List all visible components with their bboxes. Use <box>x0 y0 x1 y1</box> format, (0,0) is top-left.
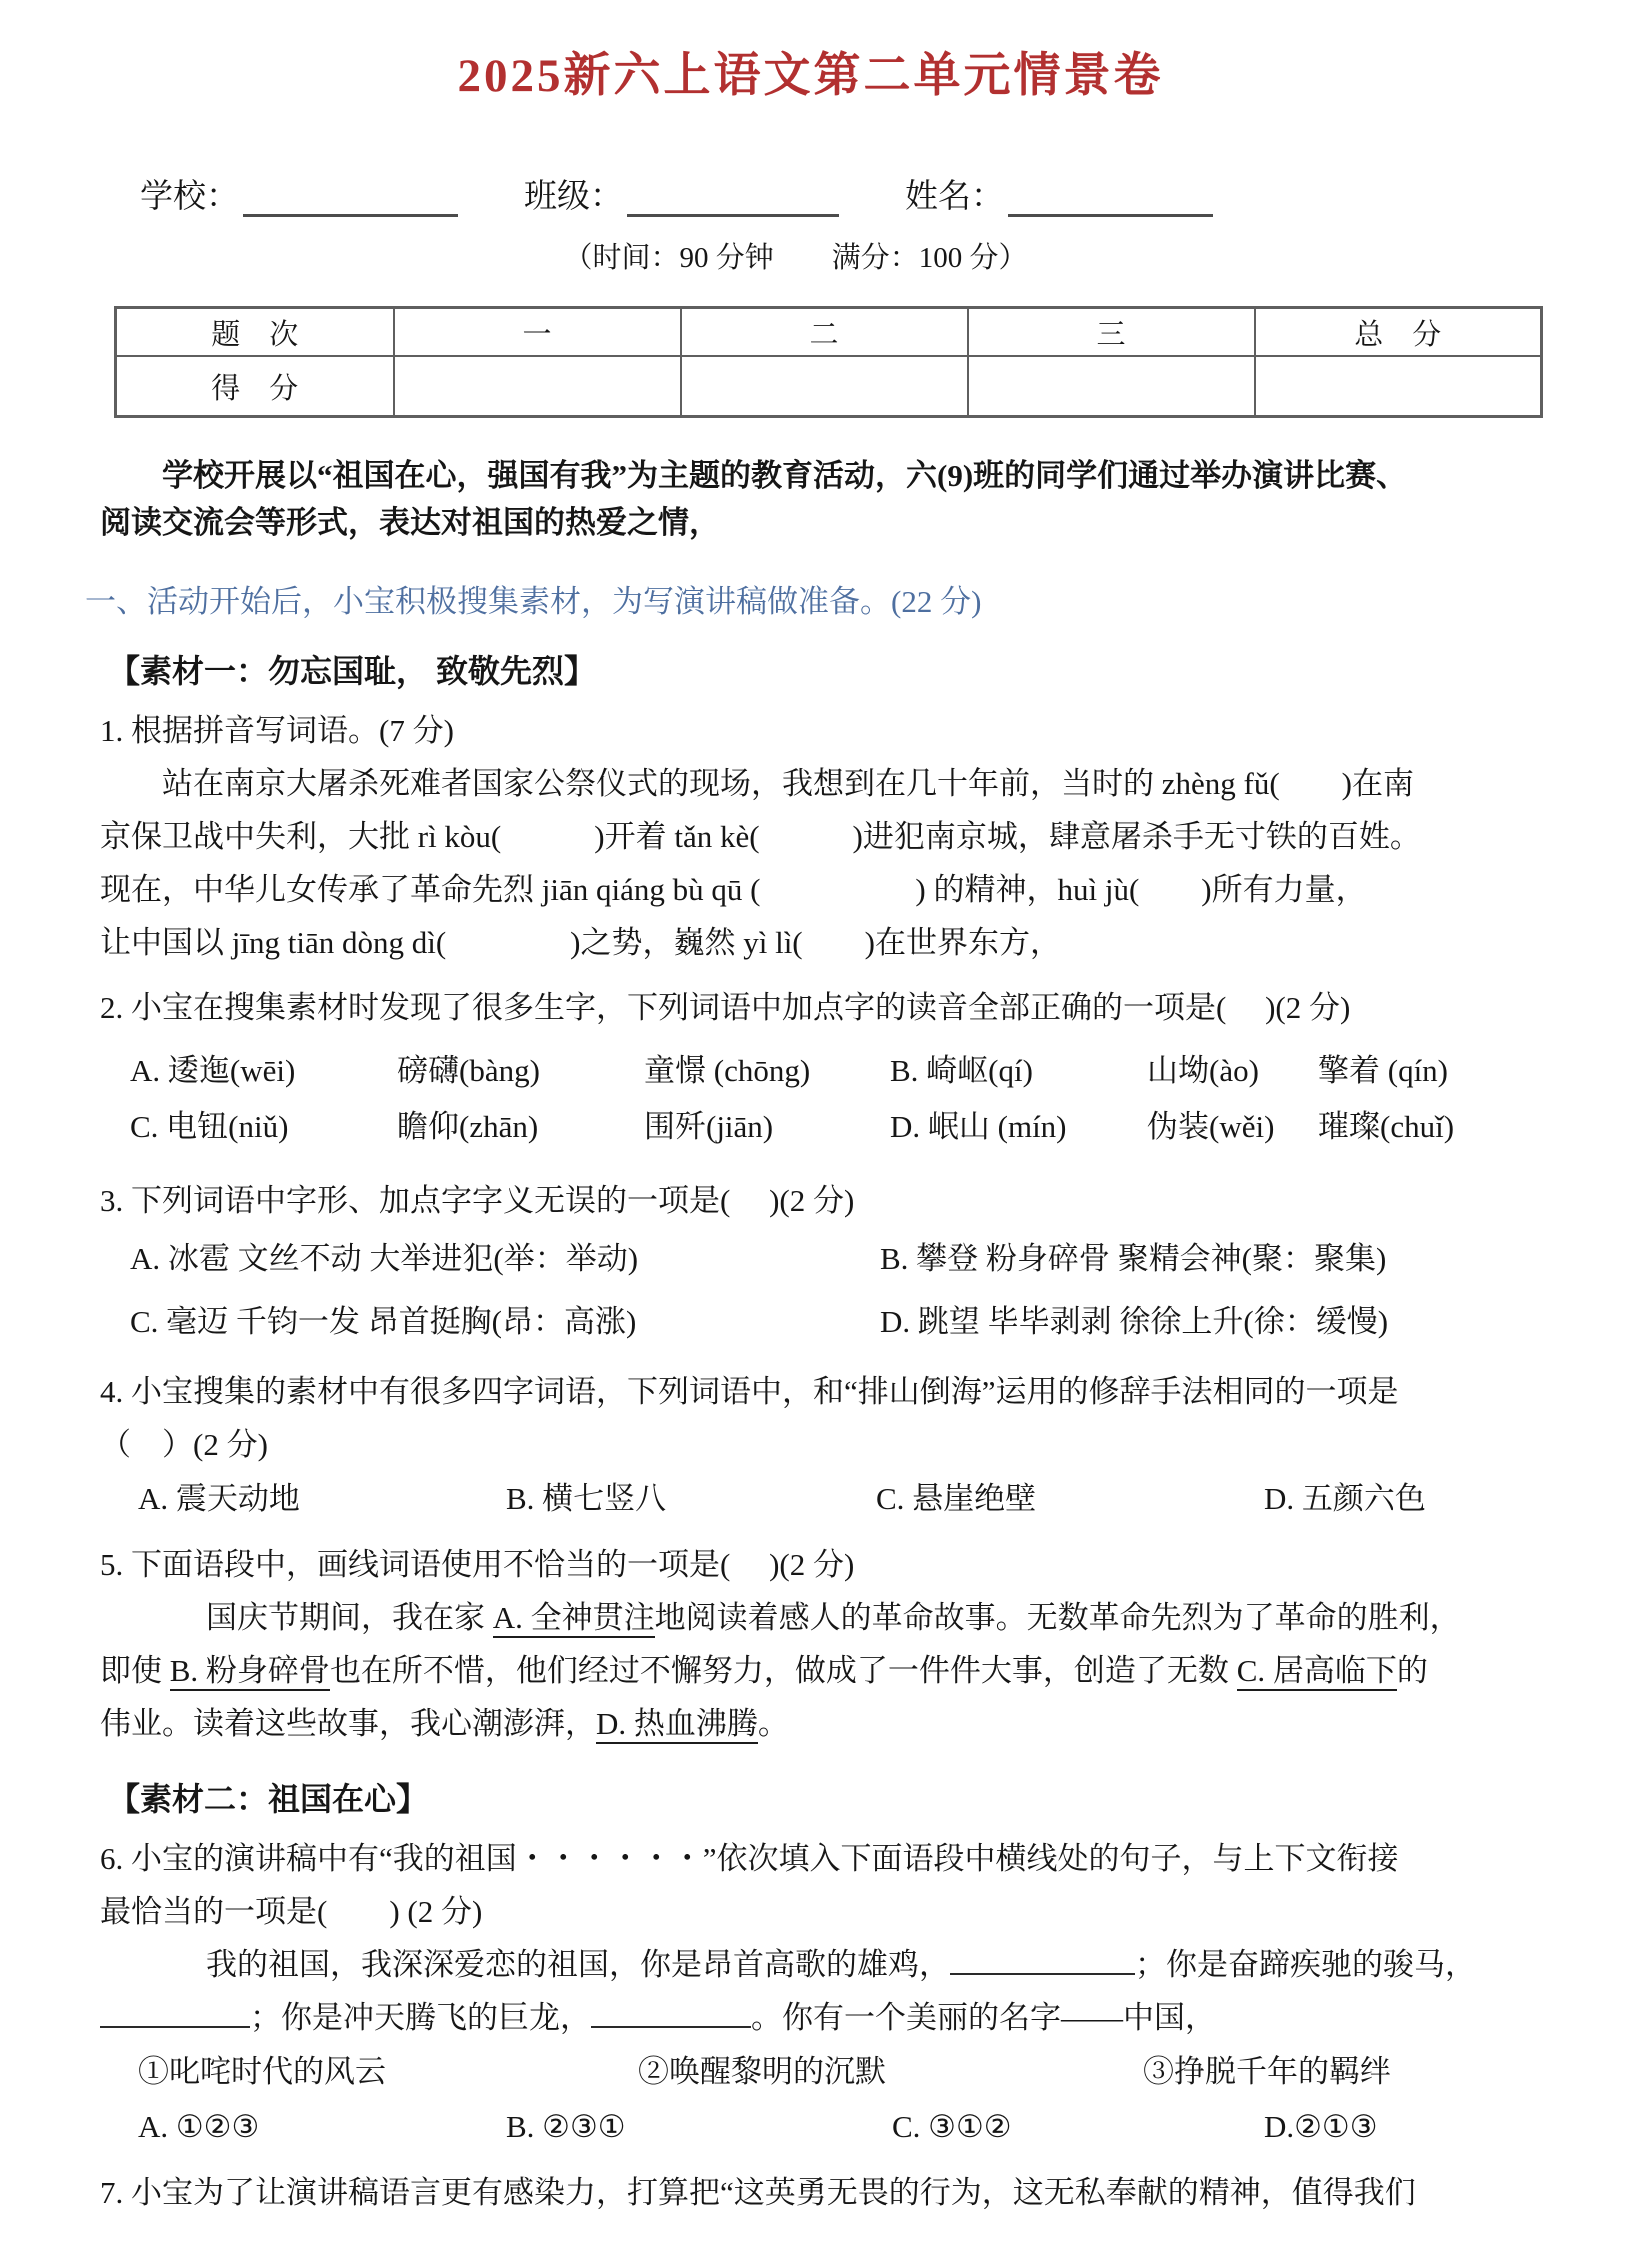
question-3-stem: 3. 下列词语中字形、加点字字义无误的一项是( )(2 分) <box>100 1183 855 1218</box>
option-d: D. 五颜六色 <box>1264 1481 1426 1516</box>
score-input-cell[interactable] <box>394 356 681 417</box>
item-2: ②唤醒黎明的沉默 <box>638 2054 886 2089</box>
text-part: 伟业。读着这些故事，我心潮澎湃， <box>100 1706 596 1741</box>
text-part: 也在所不惜，他们经过不懈努力，做成了一件件大事，创造了无数 <box>329 1653 1237 1688</box>
question-1-text-line: 京保卫战中失利，大批 rì kòu( )开着 tǎn kè( )进犯南京城，肆意屠杀手无寸铁的百姓。 <box>100 819 1421 854</box>
text-part: (wēi) <box>229 1053 296 1088</box>
name-field <box>905 170 1213 217</box>
option-d <box>880 1290 1581 1353</box>
option-c <box>130 1102 397 1152</box>
class-blank-line[interactable] <box>627 204 839 217</box>
score-input-cell[interactable] <box>1255 356 1542 417</box>
score-table-header-cell: 三 <box>968 308 1255 357</box>
score-table-header-cell: 一 <box>394 308 681 357</box>
question-2-options-row-2 <box>100 1102 1581 1152</box>
question-5-text-line <box>100 1591 1581 1644</box>
score-table-header-cell: 总 分 <box>1255 308 1542 357</box>
question-4-options-row <box>100 1471 1581 1526</box>
dotted-char: 歼 · <box>675 1109 706 1144</box>
question-6-text-line <box>100 1991 1581 2044</box>
score-table-header-cell: 题 次 <box>116 308 394 357</box>
blank-line[interactable] <box>100 2018 250 2028</box>
text-part: 童憬 (chōng) <box>644 1053 811 1088</box>
score-table-header-cell: 二 <box>681 308 968 357</box>
dotted-char: 擎 · <box>1318 1053 1349 1088</box>
option-c <box>130 1290 880 1353</box>
question-6-stem-cont: 最恰当的一项是( ) (2 分) <box>100 1894 483 1929</box>
text-part: 进犯(举：举动) <box>431 1241 639 1276</box>
material-2-title: 【素材二：祖国在心】 <box>108 1781 429 1817</box>
text-part: ；你是冲天腾飞的巨龙， <box>250 2000 591 2035</box>
text-part: B. 攀登 粉身碎骨 <box>880 1241 1118 1276</box>
text-part: (ào) <box>1209 1053 1259 1088</box>
score-row-label: 得 分 <box>116 356 394 417</box>
intro-line-2: 阅读交流会等形式，表达对祖国的热爱之情， <box>100 505 720 540</box>
question-1-text-line: 让中国以 jīng tiān dòng dì( )之势，巍然 yì lì( )在世界东方， <box>100 925 1061 960</box>
option-word <box>397 1046 644 1096</box>
text-part: 山 <box>1147 1053 1178 1088</box>
text-part: D. 跳望 毕毕剥剥 <box>880 1304 1120 1339</box>
text-part: 。你有一个美丽的名字——中国， <box>751 2000 1216 2035</box>
class-label: 班级： <box>524 179 623 215</box>
text-part: 。 <box>757 1706 789 1741</box>
score-input-cell[interactable] <box>968 356 1255 417</box>
dotted-char: 昂 · <box>368 1304 399 1339</box>
option-b <box>890 1046 1147 1096</box>
text-part: 徐上升(徐：缓慢) <box>1150 1304 1389 1339</box>
text-part: C. 电钮(niǔ) <box>130 1109 289 1144</box>
question-7-stem: 7. 小宝为了让演讲稿语言更有感染力，打算把“这英勇无畏的行为，这无私奉献的精神，值得我们 <box>100 2175 1416 2210</box>
section-1-heading: 一、活动开始后，小宝积极搜集素材，为写演讲稿做准备。(22 分) <box>85 584 982 619</box>
option-word <box>1318 1102 1581 1152</box>
text-part: 璀璨(chuǐ) <box>1318 1109 1455 1144</box>
question-1-text-line: 现在，中华儿女传承了革命先烈 jiān qiáng bù qū ( ) 的精神，huì jù( )所有力量， <box>100 872 1367 907</box>
text-part: 的 <box>1396 1653 1428 1688</box>
blank-line[interactable] <box>950 1965 1135 1975</box>
text-part: D. 岷山 (mín) <box>890 1109 1067 1144</box>
option-word <box>644 1102 890 1152</box>
school-label: 学校： <box>140 179 239 215</box>
option-a: A. 震天动地 <box>138 1481 300 1516</box>
underlined-phrase: C. 居高临下 <box>1237 1653 1397 1691</box>
question-2-options-row-1 <box>100 1046 1581 1096</box>
underlined-phrase: D. 热血沸腾 <box>596 1706 758 1744</box>
question-4-stem-cont: （ ）(2 分) <box>100 1427 268 1462</box>
text-part: 国庆节期间，我在家 <box>206 1600 493 1635</box>
dotted-char: 聚 · <box>1118 1241 1149 1276</box>
option-d <box>890 1102 1147 1152</box>
question-5-stem: 5. 下面语段中，画线词语使用不恰当的一项是( )(2 分) <box>100 1547 855 1582</box>
text-part: 即使 <box>100 1653 170 1688</box>
question-6-options-row <box>100 2099 1581 2154</box>
option-word <box>1147 1102 1318 1152</box>
school-blank-line[interactable] <box>243 204 458 217</box>
text-part: B. 崎岖(qí) <box>890 1053 1033 1088</box>
class-field <box>524 170 839 217</box>
option-b: B. 横七竖八 <box>506 1481 667 1516</box>
dotted-char: 坳 · <box>1178 1053 1209 1088</box>
option-c: C. ③①② <box>892 2109 1012 2144</box>
text-part: 伪装(wěi) <box>1147 1109 1275 1144</box>
item-1: ①叱咤时代的风云 <box>138 2054 386 2089</box>
text-part: 精会神(聚：聚集) <box>1148 1241 1387 1276</box>
dotted-char: 举 · <box>400 1241 431 1276</box>
option-a <box>130 1046 397 1096</box>
option-word <box>1147 1046 1318 1096</box>
text-part: 围 <box>644 1109 675 1144</box>
option-word <box>644 1046 890 1096</box>
material-1-title: 【素材一：勿忘国耻， 致敬先烈】 <box>108 653 597 689</box>
question-1-text-line: 站在南京大屠杀死难者国家公祭仪式的现场，我想到在几十年前，当时的 zhèng fǔ( )在南 <box>162 766 1414 801</box>
score-table-header-row <box>116 308 1542 357</box>
exam-meta: （时间：90 分钟 满分：100 分） <box>563 242 1028 274</box>
question-5-text-line <box>100 1697 1581 1750</box>
option-b: B. ②③① <box>506 2109 626 2144</box>
option-d: D.②①③ <box>1264 2109 1378 2144</box>
option-word <box>397 1102 644 1152</box>
option-a <box>130 1227 880 1290</box>
option-c: C. 悬崖绝壁 <box>876 1481 1037 1516</box>
name-blank-line[interactable] <box>1008 204 1213 217</box>
blank-line[interactable] <box>591 2018 751 2028</box>
text-part: A. 冰雹 文丝不动 大 <box>130 1241 401 1276</box>
underlined-phrase: A. 全神贯注 <box>493 1600 655 1638</box>
page-title: 2025新六上语文第二单元情景卷 <box>457 50 1164 102</box>
text-part: 首挺胸(昂：高涨) <box>398 1304 637 1339</box>
underlined-phrase: B. 粉身碎骨 <box>170 1653 330 1691</box>
question-6-items-row <box>100 2044 1581 2099</box>
text-part: 着 (qín) <box>1349 1053 1449 1088</box>
dotted-char: 徐 · <box>1119 1304 1150 1339</box>
school-field <box>140 170 458 217</box>
text-part: A. 逶 <box>130 1053 199 1088</box>
question-3-options-row-1 <box>100 1227 1581 1290</box>
text-part: 瞻仰(zhān) <box>397 1109 539 1144</box>
text-part: ；你是奋蹄疾驰的骏马， <box>1135 1947 1476 1982</box>
dotted-char: 迤 · <box>199 1053 230 1088</box>
score-row <box>116 356 1542 417</box>
question-6-text-line <box>100 1938 1581 1991</box>
option-a: A. ①②③ <box>138 2109 260 2144</box>
intro-line-1: 学校开展以“祖国在心，强国有我”为主题的教育活动，六(9)班的同学们通过举办演讲比赛、 <box>162 458 1408 493</box>
score-input-cell[interactable] <box>681 356 968 417</box>
question-4-stem: 4. 小宝搜集的素材中有很多四字词语，下列词语中，和“排山倒海”运用的修辞手法相同的一项是 <box>100 1374 1399 1409</box>
student-info-row <box>140 170 1581 217</box>
name-label: 姓名： <box>905 179 1004 215</box>
question-2-stem: 2. 小宝在搜集素材时发现了很多生字，下列词语中加点字的读音全部正确的一项是( )(2 分) <box>100 990 1351 1025</box>
text-part: 我的祖国，我深深爱恋的祖国，你是昂首高歌的雄鸡， <box>206 1947 950 1982</box>
question-3-options-row-2 <box>100 1290 1581 1353</box>
score-table <box>114 306 1543 418</box>
text-part: 地阅读着感人的革命故事。无数革命先烈为了革命的胜利， <box>654 1600 1461 1635</box>
text-part: 磅礴(bàng) <box>397 1053 540 1088</box>
question-5-text-line <box>100 1644 1581 1697</box>
text-part: (jiān) <box>706 1109 774 1144</box>
option-word <box>1318 1046 1581 1096</box>
question-1-stem: 1. 根据拼音写词语。(7 分) <box>100 713 454 748</box>
text-part: C. 毫迈 千钧一发 <box>130 1304 368 1339</box>
item-3: ③挣脱千年的羁绊 <box>1143 2054 1391 2089</box>
question-6-stem: 6. 小宝的演讲稿中有“我的祖国・・・・・・”依次填入下面语段中横线处的句子，与上下文衔接 <box>100 1841 1399 1876</box>
option-b <box>880 1227 1581 1290</box>
